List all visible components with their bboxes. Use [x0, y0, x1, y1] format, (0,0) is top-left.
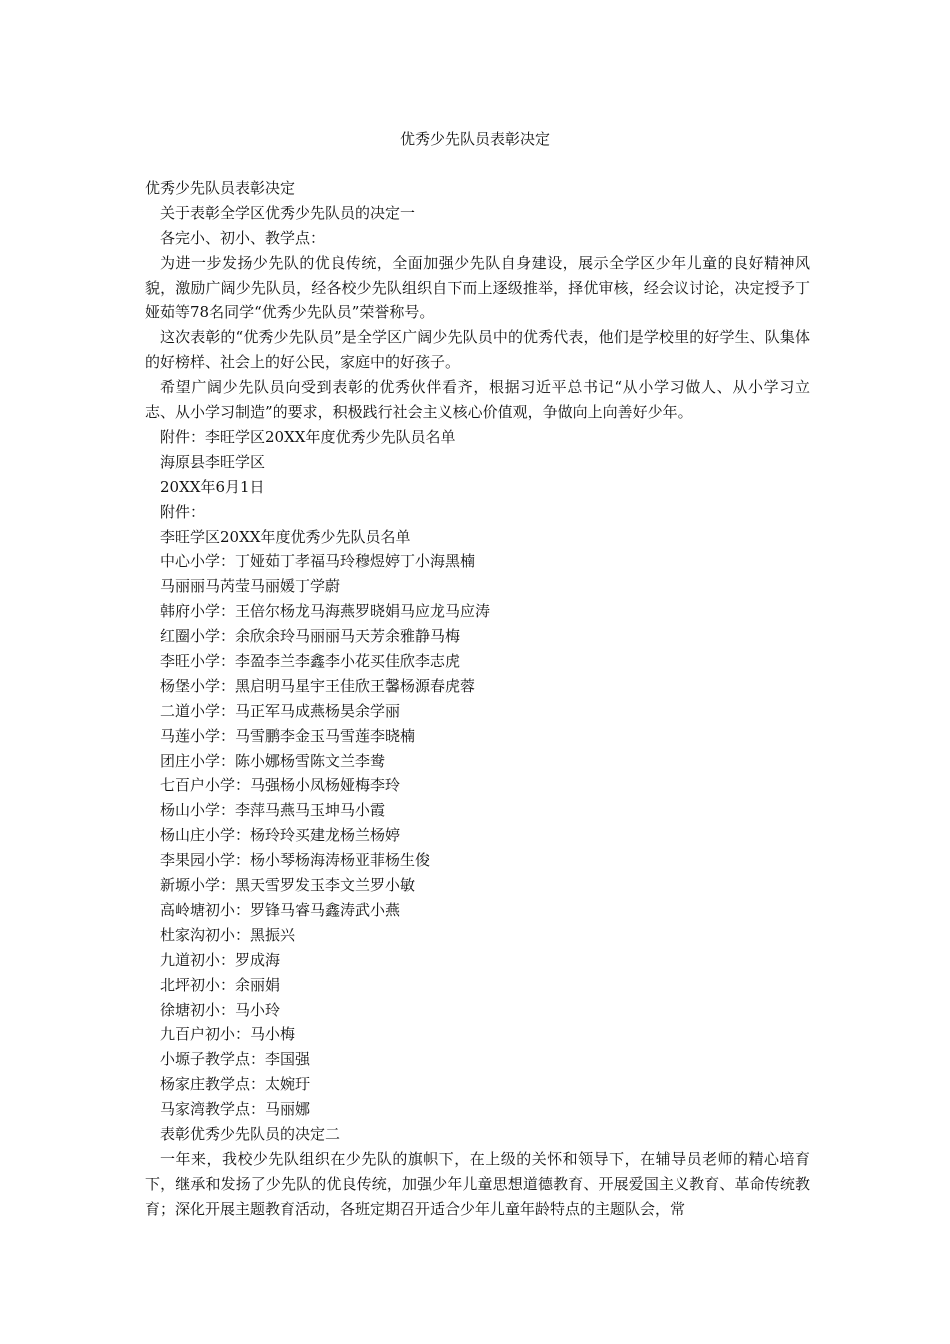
document-heading: 优秀少先队员表彰决定: [145, 179, 296, 197]
list-item: 马家湾教学点：马丽娜: [160, 1100, 311, 1119]
document-title: 优秀少先队员表彰决定: [399, 130, 550, 148]
honoree-list: [145, 549, 810, 1121]
paragraph-representatives: 这次表彰的“优秀少先队员”是全学区广阔少先队员中的优秀代表，他们是学校里的好学生、队集体的好榜样、社会上的好公民，家庭中的好孩子。: [145, 328, 810, 372]
list-title: 李旺学区20XX年度优秀少先队员名单: [160, 527, 411, 546]
list-item: 中心小学：丁娅茹丁孝福马玲穆煜婷丁小海黑楠: [160, 552, 476, 571]
paragraph-hope: 希望广阔少先队员向受到表彰的优秀伙伴看齐，根据习近平总书记“从小学习做人、从小学习立志、从小学习制造”的要求，积极践行社会主义核心价值观，争做向上向善好少年。: [145, 378, 810, 422]
list-item: 李旺小学：李盈李兰李鑫李小花买佳欣李志虎: [160, 652, 461, 671]
attachment-note: 附件：李旺学区20XX年度优秀少先队员名单: [160, 428, 456, 447]
list-item: 九百户初小：马小梅: [160, 1025, 296, 1044]
list-item: 杨家庄教学点：太婉玗: [160, 1075, 311, 1094]
list-item: 杨山小学：李萍马燕马玉坤马小霞: [160, 801, 386, 820]
list-item: 李果园小学：杨小琴杨海涛杨亚菲杨生俊: [160, 851, 431, 870]
list-item: 杨堡小学：黑启明马星宇王佳欣王馨杨源春虎蓉: [160, 676, 476, 695]
paragraph-closing: 一年来，我校少先队组织在少先队的旗帜下，在上级的关怀和领导下，在辅导员老师的精心培育下，继承和发扬了少先队的优良传统，加强少年儿童思想道德教育、开展爱国主义教育、革命传统教育；深化开展主题教育活动，各班定期召开适合少年儿童年龄特点的主题队会，常: [145, 1149, 810, 1218]
list-item: 团庄小学：陈小娜杨雪陈文兰李鸯: [160, 751, 386, 770]
issuer: 海原县李旺学区: [160, 452, 266, 471]
attachment-label: 附件：: [160, 502, 206, 521]
list-item: 杜家沟初小：黑振兴: [160, 925, 296, 944]
list-item: 小塬子教学点：李国强: [160, 1050, 311, 1069]
section-heading-1: 关于表彰全学区优秀少先队员的决定一: [160, 203, 416, 222]
salutation: 各完小、初小、教学点：: [160, 228, 326, 247]
list-item: 马丽丽马芮莹马丽媛丁学蔚: [160, 577, 341, 596]
list-item: 杨山庄小学：杨玲玲买建龙杨兰杨婷: [160, 826, 401, 845]
list-item: 九道初小：罗成海: [160, 950, 281, 969]
list-item: 高岭塘初小：罗锋马睿马鑫涛武小燕: [160, 900, 401, 919]
paragraph-intro: 为进一步发扬少先队的优良传统，全面加强少先队自身建设，展示全学区少年儿童的良好精神风貌，激励广阔少先队员，经各校少先队组织自下而上逐级推举，择优审核，经会议讨论，决定授予丁娅茹等78名同学“优秀少先队员”荣誉称号。: [145, 253, 810, 322]
list-item: 二道小学：马正军马成燕杨昊余学丽: [160, 701, 401, 720]
list-item: 马莲小学：马雪鹏李金玉马雪莲李晓楠: [160, 726, 416, 745]
issue-date: 20XX年6月1日: [160, 477, 265, 496]
list-item: 新塬小学：黑天雪罗发玉李文兰罗小敏: [160, 876, 416, 895]
list-item: 红圈小学：余欣余玲马丽丽马天芳余雅静马梅: [160, 627, 461, 646]
list-item: 北坪初小：余丽娟: [160, 975, 281, 994]
list-item: 徐塘初小：马小玲: [160, 1000, 281, 1019]
list-item: 七百户小学：马强杨小凤杨娅梅李玲: [160, 776, 401, 795]
list-item: 韩府小学：王倍尔杨龙马海燕罗晓娟马应龙马应涛: [160, 602, 491, 621]
section-heading-2: 表彰优秀少先队员的决定二: [160, 1124, 341, 1143]
document-body: [145, 176, 810, 1222]
